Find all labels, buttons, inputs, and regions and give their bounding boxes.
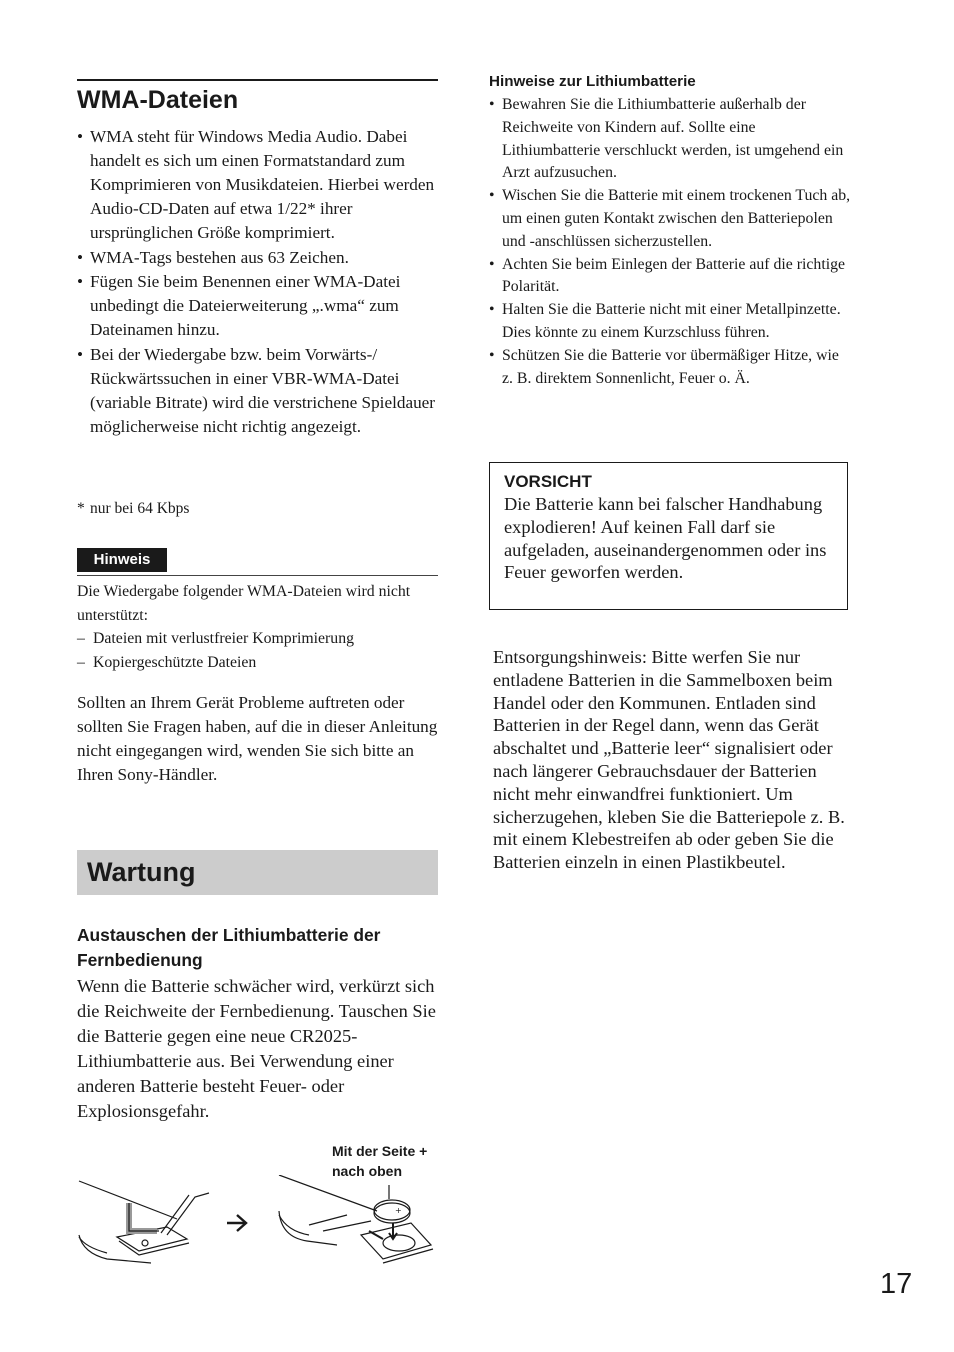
figure-label: Mit der Seite + nach oben — [332, 1143, 428, 1179]
battery-subheading: Austauschen der Lithiumbatterie der Fernbedienung — [77, 925, 381, 970]
lithium-notes-list — [489, 94, 851, 390]
list-item: • Bei der Wiedergabe bzw. beim Vorwärts-/ Rückwärtssuchen in einer VBR-WMA-Datei (variable Bitrate) wird die verstrichene Spieldauer möglicherweise nicht richtig angezeigt. — [77, 343, 438, 439]
plus-icon: + — [395, 1206, 402, 1215]
hint-body — [77, 580, 438, 674]
lithium-notes-heading: Hinweise zur Lithiumbatterie — [489, 73, 696, 90]
caution-box — [489, 462, 848, 610]
hint-item-text: Kopiergeschützte Dateien — [93, 653, 257, 671]
page-number: 17 — [880, 1268, 913, 1300]
wma-bullet-list — [77, 125, 438, 440]
list-item: • Schützen Sie die Batterie vor übermäßiger Hitze, wie z. B. direktem Sonnenlicht, Feuer o. Ä. — [489, 345, 851, 391]
list-item: • Halten Sie die Batterie nicht mit einer Metallpinzette. Dies könnte zu einem Kurzschluss führen. — [489, 299, 851, 345]
battery-replacement-illustration — [77, 1175, 438, 1275]
hint-item-text: Dateien mit verlustfreier Komprimierung — [93, 630, 355, 647]
list-item: • Fügen Sie beim Benennen einer WMA-Datei unbedingt die Dateierweiterung „.wma“ zum Dateinamen hinzu. — [77, 270, 438, 342]
footnote-mark: * — [77, 500, 85, 517]
support-paragraph: Sollten an Ihrem Gerät Probleme auftreten oder sollten Sie Fragen haben, auf die in dieser Anleitung nicht eingegangen wird, wenden Sie sich bitte an Ihren Sony-Händler. — [77, 693, 438, 784]
list-item — [77, 627, 438, 651]
list-item: • Wischen Sie die Batterie mit einem trockenen Tuch ab, um einen guten Kontakt zwischen den Batteriepolen und -anschlüssen sicherzustellen. — [489, 185, 851, 253]
hint-divider — [77, 575, 438, 576]
list-item: • Bewahren Sie die Lithiumbatterie außerhalb der Reichweite von Kindern auf. Sollte eine Lithiumbatterie verschluckt werden, ist umgehend ein Arzt aufzusuchen. — [489, 94, 851, 185]
maintenance-heading-bar — [77, 850, 438, 895]
caution-text: Die Batterie kann bei falscher Handhabung explodieren! Auf keinen Fall darf sie aufgeladen, auseinandergenommen oder ins Feuer geworfen werden. — [504, 494, 827, 583]
list-item: • WMA-Tags bestehen aus 63 Zeichen. — [77, 246, 438, 270]
footnote — [77, 498, 189, 520]
list-item: • Achten Sie beim Einlegen der Batterie auf die richtige Polarität. — [489, 254, 851, 300]
hint-intro: Die Wiedergabe folgender WMA-Dateien wird nicht unterstützt: — [77, 583, 411, 624]
disposal-paragraph: Entsorgungshinweis: Bitte werfen Sie nur entladene Batterien in die Sammelboxen beim Handel oder den Kommunen. Entladen sind Batterien in der Regel dann, wenn das Gerät abschaltet und „Batterie leer“ signalisiert oder nach längerer Gebrauchsdauer der Batterien nicht mehr einwandfrei funktioniert. Um sicherzugehen, kleben Sie die Batteriepole z. B. mit einem Klebestreifen ab oder geben Sie die Batterien einzeln in einen Plastikbeutel. — [493, 647, 845, 873]
list-item — [77, 651, 438, 675]
maintenance-heading: Wartung — [87, 857, 196, 887]
dash-mark: – — [77, 630, 85, 647]
wma-heading: WMA-Dateien — [77, 79, 438, 115]
hint-badge: Hinweis — [77, 548, 167, 572]
list-item: • WMA steht für Windows Media Audio. Dabei handelt es sich um einen Formatstandard zum Komprimieren von Musikdateien. Hierbei werden Audio-CD-Daten auf etwa 1/22* ihrer ursprünglichen Größe komprimiert. — [77, 125, 438, 245]
caution-title: VORSICHT — [504, 472, 592, 491]
dash-mark: – — [77, 653, 85, 671]
footnote-text: nur bei 64 Kbps — [90, 500, 190, 517]
battery-paragraph: Wenn die Batterie schwächer wird, verkürzt sich die Reichweite der Fernbedienung. Tauschen Sie die Batterie gegen eine neue CR2025-Lithiumbatterie aus. Bei Verwendung einer anderen Batterie besteht Feuer- oder Explosionsgefahr. — [77, 976, 436, 1121]
